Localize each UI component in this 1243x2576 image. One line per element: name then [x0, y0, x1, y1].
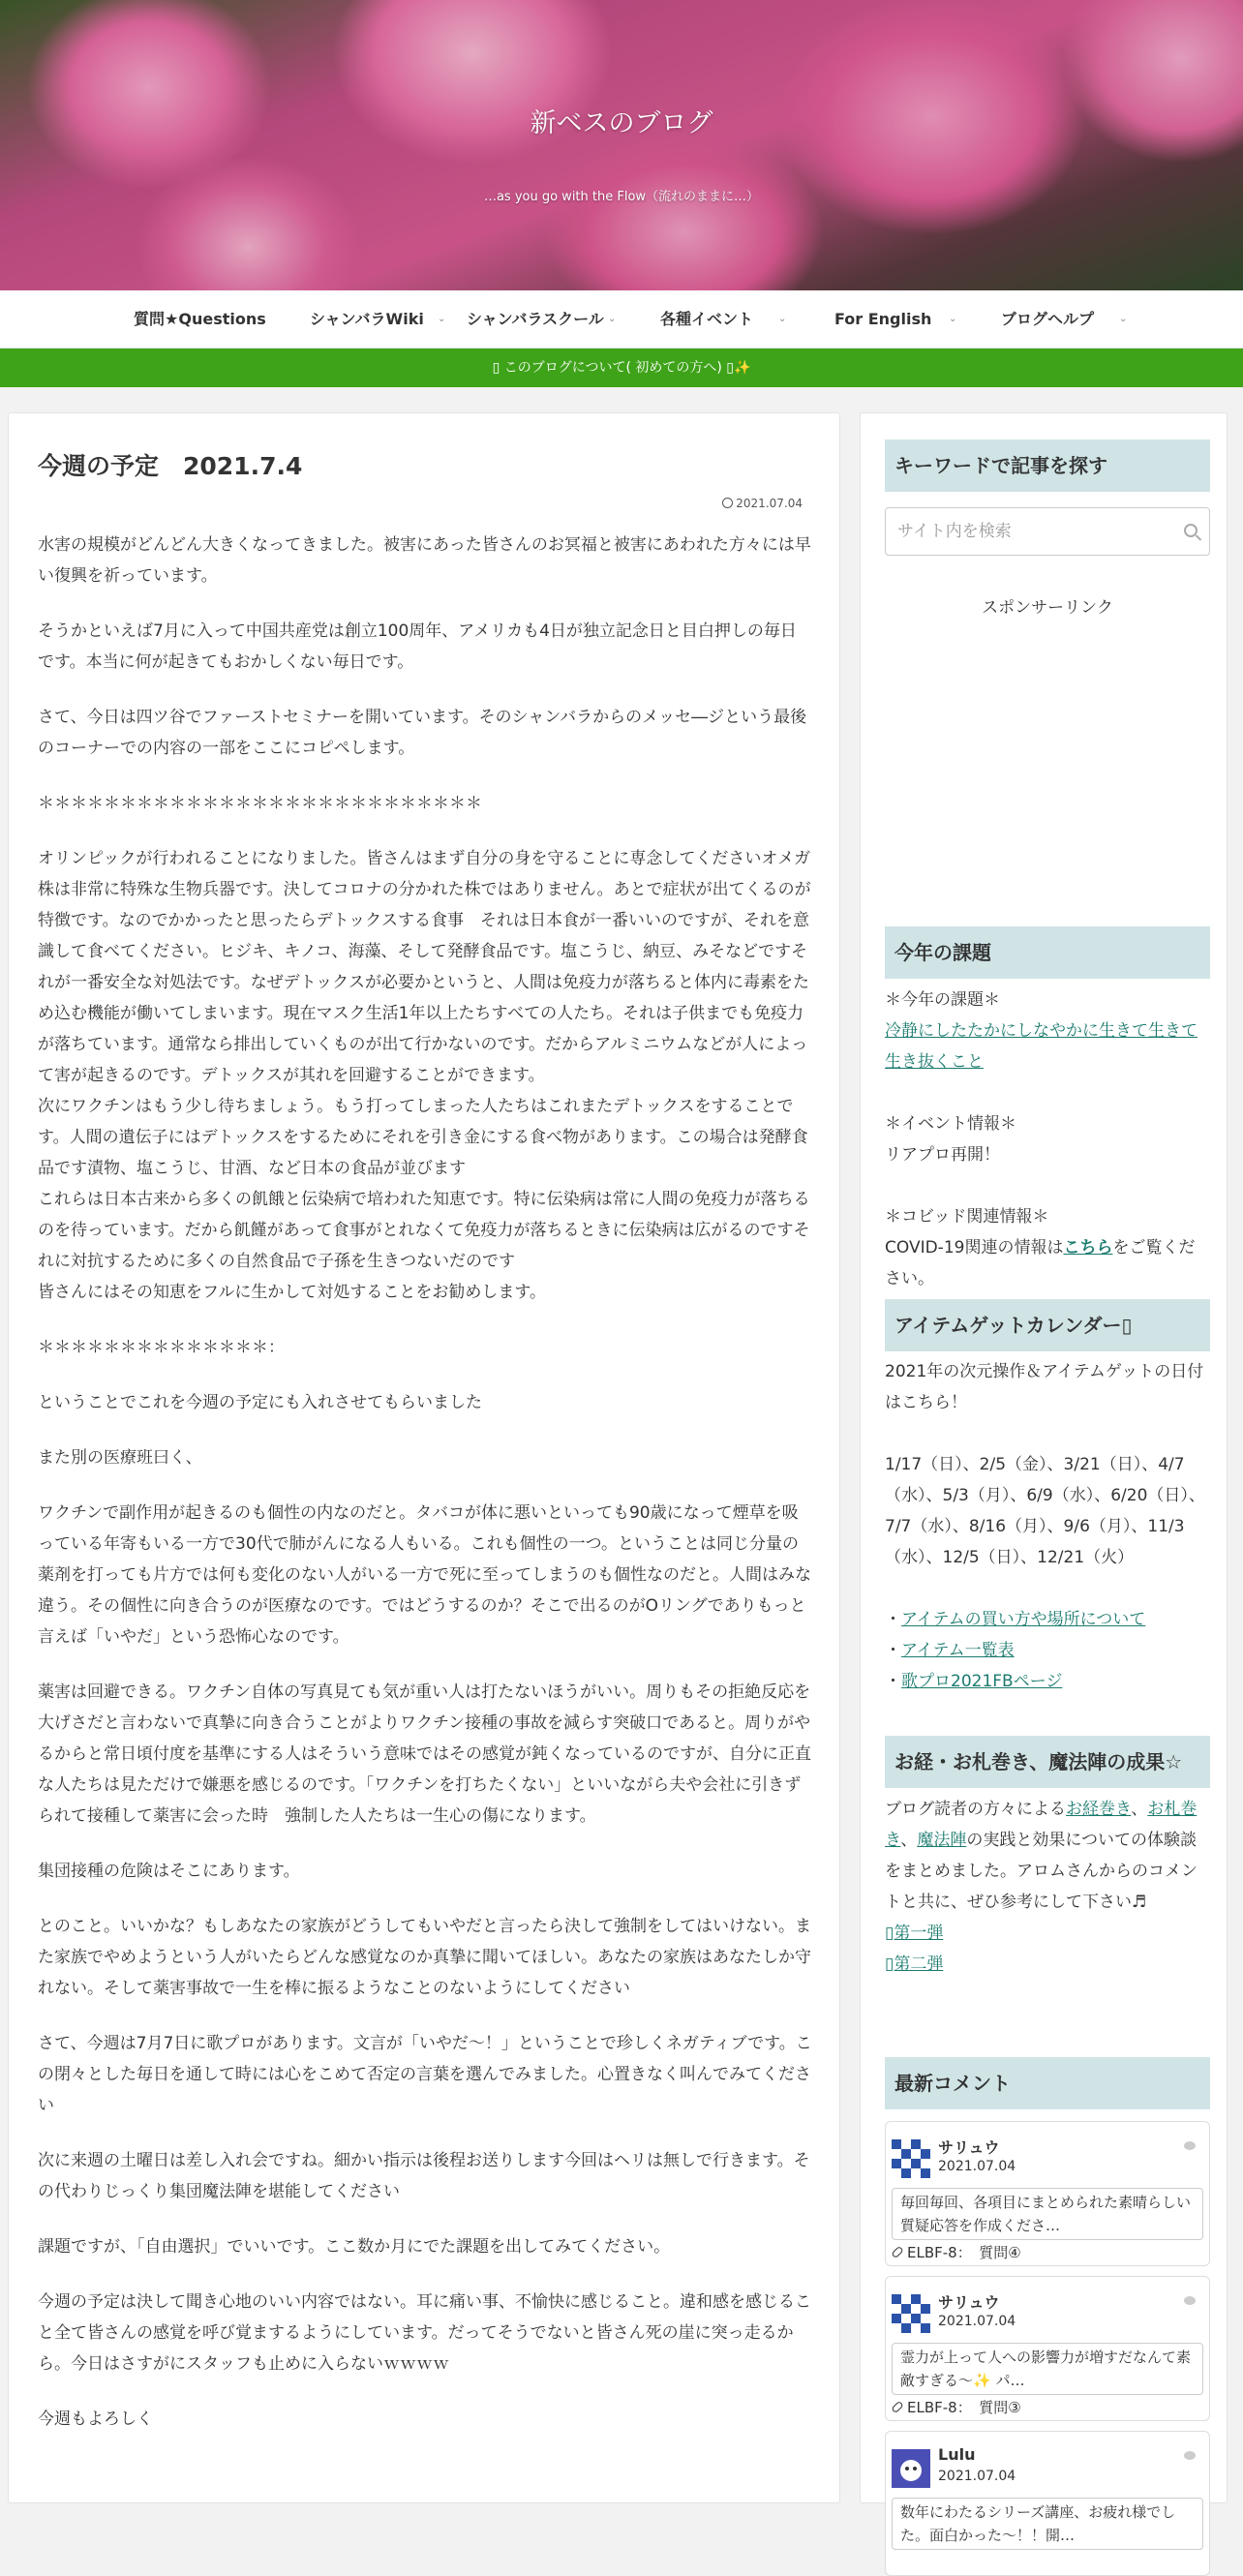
- link-icon: [891, 2401, 903, 2413]
- avatar: [892, 2294, 930, 2333]
- omamori-widget-body: [885, 1794, 1210, 1980]
- comment-excerpt: 霊力が上って人への影響力が増すだなんて素敵すぎる〜✨ パ…: [892, 2343, 1203, 2395]
- comment-item[interactable]: [885, 2276, 1210, 2421]
- chevron-down-icon: ⌄: [1119, 314, 1128, 324]
- paragraph: オリンピックが行われることになりました。皆さんはまず自分の身を守ることに専念してくださいオメガ株は非常に特殊な生物兵器です。決してコロナの分かれた株ではありません。あとで症状が出てくるのが特徴です。なのでかかったと思ったらデトックスする食事 それは日本食が一番いいのですが、それを意識して食べてください。ヒジキ、キノコ、海藻、そして発酵食品です。塩こうじ、納豆、みそなどですそれが一番安全な対処法です。なぜデトックスが必要かというと、人間は免疫力が落ちると体内に毒素をため込む機能が働いてしまいます。現在マスク生活1年以上たちすべての人たち。それは子供までも免疫力が落ちています。通常なら排出していくものが出て行かないのです。だからアルミニウムなどが人によって害が起きるのです。デトックスが其れを回避することができます。: [38, 849, 811, 1085]
- comment-author: サリュウ: [938, 2138, 1000, 2157]
- paragraph: ワクチンで副作用が起きるのも個性の内なのだと。タバコが体に悪いといっても90歳になって煙草を吸っている年寄もいる一方で30代で肺がんになる人もいる。これも個性の一つ。ということは同じ分量の薬剤を打っても片方では何も変化のない人がいる一方で死に至ってしまうのも個性なのだと。人間はみな違う。その個性に向き合うのが医療なのです。ではどうするのか？そこで出るのがOリングでありもっと言えば「いやだ」という恐怖心なのです。: [38, 1503, 811, 1647]
- paragraph: 次に来週の土曜日は差し入れ会ですね。細かい指示は後程お送りします今回はヘリは無しで行きます。その代わりじっくり集団魔法陣を堪能してください: [38, 2151, 810, 2201]
- part-two-link[interactable]: ▯第二弾: [885, 1955, 944, 1974]
- calendar-dates: 1/17（日）、2/5（金）、3/21（日）、4/7（水）、5/3（月）、6/9（水）、6/20（日）、7/7（水）、8/16（月）、9/6（月）、11/3（水）、12/5（日）、12/21（火）: [885, 1455, 1205, 1567]
- paragraph: 今週の予定は決して聞き心地のいい内容ではない。耳に痛い事、不愉快に感じること。違和感を感じること全て皆さんの感覚を呼び覚まするようにしています。だってそうでないと皆さん死の崖に突っ走るから。今日はさすがにスタッフも止めに入らないｗｗｗｗ: [38, 2292, 811, 2374]
- chevron-down-icon: ⌄: [438, 314, 446, 324]
- site-title[interactable]: 新ベスのブログ: [530, 108, 713, 138]
- header-image: [0, 0, 1243, 290]
- search-icon[interactable]: [1184, 524, 1198, 537]
- comment-excerpt: 毎回毎回、各項目にまとめられた素晴らしい質疑応答を作成くださ…: [892, 2188, 1203, 2240]
- paragraph: 集団接種の危険はそこにあります。: [38, 1862, 300, 1881]
- paragraph: 今週もよろしく: [38, 2409, 153, 2429]
- paragraph: さて、今週は7月7日に歌プロがあります。文言が「いやだ～！」ということで珍しくネガティブです。この閉々とした毎日を通して時には心をこめて否定の言葉を選んでみました。心置きなく叫んでみてください: [38, 2034, 812, 2115]
- omamori-widget-title: お経・お札巻き、魔法陣の成果☆: [885, 1736, 1210, 1788]
- clock-icon: [722, 498, 733, 508]
- kadai-heading: ＊今年の課題＊: [885, 990, 1000, 1010]
- comment-date: 2021.07.04: [938, 2314, 1016, 2329]
- covid-heading: ＊コビッド関連情報＊: [885, 1207, 1049, 1227]
- avatar: [892, 2139, 930, 2178]
- search-widget-title: キーワードで記事を探す: [885, 439, 1210, 492]
- comment-date: 2021.07.04: [938, 2159, 1016, 2174]
- entry-title: 今週の予定 2021.7.4: [38, 452, 303, 480]
- comment-author: サリュウ: [938, 2293, 1000, 2312]
- ofuda-link[interactable]: お札巻き: [885, 1800, 1198, 1850]
- omamori-text: ブログ読者の方々によるお経巻き、お札巻き、魔法陣の実践と効果についての体験談をまとめました。アロムさんからのコメントと共に、ぜひ参考にして下さい♬: [885, 1800, 1198, 1912]
- comment-item[interactable]: [885, 2431, 1210, 2576]
- calendar-intro: 2021年の次元操作＆アイテムゲットの日付はこちら！: [885, 1362, 1204, 1412]
- paragraph: 皆さんにはその知恵をフルに生かして対処することをお勧めします。: [38, 1283, 546, 1302]
- entry-date: [722, 497, 803, 510]
- kadai-widget-title: 今年の課題: [885, 926, 1210, 979]
- nav-item-questions[interactable]: 質問★Questions: [134, 310, 266, 328]
- mahojin-link[interactable]: 魔法陣: [917, 1831, 967, 1850]
- link-icon: [891, 2246, 903, 2258]
- notice-bar[interactable]: ▯ このブログについて( 初めての方へ) ▯✨: [0, 349, 1243, 387]
- search-box: [885, 507, 1210, 556]
- sidebar: [860, 412, 1228, 2544]
- kadai-widget-body: [885, 985, 1210, 1294]
- comment-post-link[interactable]: ELBF-8： 質問④: [892, 2242, 1021, 2262]
- separator-line: ＊＊＊＊＊＊＊＊＊＊＊＊＊＊：: [38, 1338, 285, 1357]
- site-header: [0, 0, 1243, 290]
- paragraph: そうかといえば7月に入って中国共産党は創立100周年、アメリカも4日が独立記念日と目白押しの毎日です。本当に何が起きてもおかしくない毎日です。: [38, 621, 797, 672]
- comment-excerpt: 数年にわたるシリーズ講座、お疲れ様でした。面白かった〜！！開…: [892, 2498, 1203, 2550]
- paragraph: さて、今日は四ツ谷でファーストセミナーを開いています。そのシャンバラからのメッセ―ジという最後のコーナーでの内容の一部をここにコピペします。: [38, 708, 807, 758]
- calendar-widget-body: 2021年の次元操作＆アイテムゲットの日付はこちら！ 1/17（日）、2/5（金）、3/21（日）、4/7（水）、5/3（月）、6/9（水）、6/20（日）、7/7（水）、8/16（月）、9/6（月）、11/3（水）、12/5（日）、12/21（火） ・アイテムの買い方や場所について ・アイテム一覧表 ・歌プロ2021FBページ: [885, 1356, 1210, 1697]
- comment-bubble-icon: [1184, 2296, 1196, 2305]
- item-list-link[interactable]: アイテム一覧表: [901, 1641, 1015, 1660]
- nav-item-for-english[interactable]: For English: [834, 310, 932, 328]
- item-howto-link[interactable]: アイテムの買い方や場所について: [901, 1610, 1146, 1629]
- comment-post-link[interactable]: ELBF-8： 質問③: [892, 2397, 1021, 2417]
- comment-item[interactable]: [885, 2121, 1210, 2266]
- okyo-link[interactable]: お経巻き: [1066, 1800, 1132, 1819]
- separator-line: ＊＊＊＊＊＊＊＊＊＊＊＊＊＊＊＊＊＊＊＊＊＊＊＊＊＊＊: [38, 794, 482, 813]
- comment-bubble-icon: [1184, 2451, 1196, 2460]
- kadai-link[interactable]: 冷静にしたたかにしなやかに生きて生きて生き抜くこと: [885, 1021, 1198, 1072]
- nav-item-events[interactable]: 各種イベント: [660, 310, 754, 328]
- paragraph: 課題ですが、「自由選択」でいいです。ここ数か月にでた課題を出してみてください。: [38, 2237, 671, 2257]
- chevron-down-icon: ⌄: [608, 314, 617, 324]
- comment-bubble-icon: [1184, 2141, 1196, 2150]
- sponsor-label: スポンサーリンク: [982, 598, 1113, 618]
- event-heading: ＊イベント情報＊: [885, 1114, 1016, 1134]
- search-input[interactable]: [886, 508, 1157, 555]
- nav-item-shambala-wiki[interactable]: シャンバラWiki: [310, 310, 424, 328]
- paragraph: 水害の規模がどんどん大きくなってきました。被害にあった皆さんのお冥福と被害にあわれた方々には早い復興を祈っています。: [38, 535, 811, 586]
- comments-widget-title: 最新コメント: [885, 2057, 1210, 2109]
- paragraph: 薬害は回避できる。ワクチン自体の写真見ても気が重い人は打たないほうがいい。周りもその拒絶反応を大げさだと言わないで真摯に向き合うことがよりワクチン接種の事故を減らす突破口であると。周りがやるからと常日頃付度を基準にする人はそういう意味ではその感覚が鈍くなっているのですが、自分に正直な人たちは見ただけで嫌悪を感じるのです。「ワクチンを打ちたくない」といいながら夫や会社に引きずられて接種して薬害に会った時 強制した人たちは一生心の傷になります。: [38, 1682, 811, 1826]
- covid-info: COVID-19関連の情報はこちらをご覧ください。: [885, 1238, 1196, 1288]
- comment-author: Lulu: [938, 2445, 976, 2464]
- paragraph: とのこと。いいかな？もしあなたの家族がどうしてもいやだと言ったら決して強制をしてはいけない。また家族でやめようという人がいたらどんな感覚なのか真摯に聞いてほしい。あなたの家族はあなたしか守れない。そして薬害事故で一生を棒に振るようなことのないようにしてください: [38, 1917, 811, 1998]
- part-one-link[interactable]: ▯第一弾: [885, 1924, 944, 1943]
- event-text: リアプロ再開！: [885, 1145, 1000, 1165]
- entry-content: [38, 530, 812, 2459]
- chevron-down-icon: ⌄: [778, 314, 787, 324]
- paragraph: ということでこれを今週の予定にも入れさせてもらいました: [38, 1393, 482, 1412]
- nav-item-shambala-school[interactable]: シャンバラスクール: [467, 310, 604, 328]
- comment-date: 2021.07.04: [938, 2469, 1016, 2484]
- chevron-down-icon: ⌄: [949, 314, 957, 324]
- utapro-fb-link[interactable]: 歌プロ2021FBページ: [901, 1672, 1063, 1691]
- calendar-widget-title: アイテムゲットカレンダー▯: [885, 1299, 1210, 1351]
- global-nav: [0, 290, 1243, 349]
- paragraph: また別の医療班曰く、: [38, 1448, 202, 1468]
- covid-link[interactable]: こちら: [1063, 1238, 1113, 1258]
- paragraph: 次にワクチンはもう少し待ちましょう。もう打ってしまった人たちはこれまたデトックスをすることです。人間の遺伝子にはデトックスをするためにそれを引き金にする食べ物があります。この場合は発酵食品です漬物、塩こうじ、甘酒、など日本の食品が並びます: [38, 1097, 808, 1178]
- site-tagline: …as you go with the Flow（流れのままに…）: [483, 190, 760, 204]
- post-date: 2021.07.04: [736, 497, 803, 510]
- avatar: [892, 2449, 930, 2488]
- main-article: [8, 412, 840, 2503]
- paragraph: これらは日本古来から多くの飢餓と伝染病で培われた知恵です。特に伝染病は常に人間の免疫力が落ちるのを待っています。だから飢饉があって食事がとれなくて免疫力が落ちるときに伝染病は広がるのですそれに対抗するために多くの自然食品で子孫を生きつないだのです: [38, 1190, 810, 1271]
- nav-item-blog-help[interactable]: ブログヘルプ: [1001, 310, 1095, 328]
